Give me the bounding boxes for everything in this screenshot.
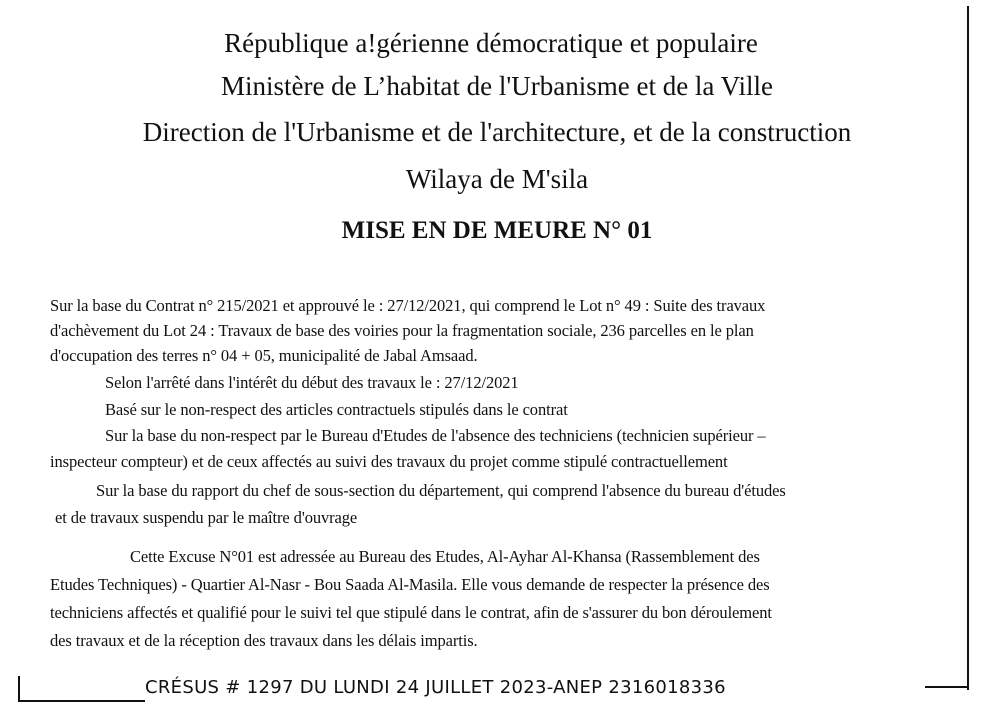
header-direction: Direction de l'Urbanisme et de l'architecture, et de la construction — [142, 117, 852, 147]
body-line-9: et de travaux suspendu par le maître d'ouvrage — [55, 508, 358, 527]
body-line-4: Selon l'arrêté dans l'intérêt du début des travaux le : 27/12/2021 — [105, 373, 519, 392]
header-republic: République a!gérienne démocratique et populaire — [224, 28, 758, 58]
page-border-left-tick — [18, 676, 20, 702]
body-line-6: Sur la base du non-respect par le Bureau d'Etudes de l'absence des techniciens (technicien supérieur – — [105, 426, 766, 445]
body-line-7: inspecteur compteur) et de ceux affectés au suivi des travaux du projet comme stipulé contractuellement — [50, 452, 728, 471]
body-line-5: Basé sur le non-respect des articles contractuels stipulés dans le contrat — [105, 400, 568, 419]
footer-reference: CRÉSUS # 1297 DU LUNDI 24 JUILLET 2023-ANEP 2316018336 — [145, 677, 726, 698]
body-line-11: Etudes Techniques) - Quartier Al-Nasr - Bou Saada Al-Masila. Elle vous demande de respecter la présence des — [50, 575, 770, 594]
page-border-right — [967, 6, 969, 690]
body-line-1: Sur la base du Contrat n° 215/2021 et approuvé le : 27/12/2021, qui comprend le Lot n° 49 : Suite des travaux — [50, 296, 766, 315]
page-border-bottom-left — [20, 700, 145, 702]
body-line-13: des travaux et de la réception des travaux dans les délais impartis. — [50, 631, 478, 650]
document-title: MISE EN DE MEURE N° 01 — [341, 217, 653, 244]
body-line-8: Sur la base du rapport du chef de sous-section du département, qui comprend l'absence du bureau d'études — [96, 481, 786, 500]
header-wilaya: Wilaya de M'sila — [405, 164, 589, 194]
body-line-10: Cette Excuse N°01 est adressée au Bureau des Etudes, Al-Ayhar Al-Khansa (Rassemblement des — [130, 547, 760, 566]
page-border-bottom-right — [925, 686, 969, 688]
body-line-2: d'achèvement du Lot 24 : Travaux de base des voiries pour la fragmentation sociale, 236 parcelles en le plan — [50, 321, 754, 340]
header-ministry: Ministère de L’habitat de l'Urbanisme et de la Ville — [220, 71, 774, 101]
body-line-3: d'occupation des terres n° 04 + 05, municipalité de Jabal Amsaad. — [50, 346, 478, 365]
body-line-12: techniciens affectés et qualifié pour le suivi tel que stipulé dans le contrat, afin de s'assurer du bon déroulement — [50, 603, 772, 622]
